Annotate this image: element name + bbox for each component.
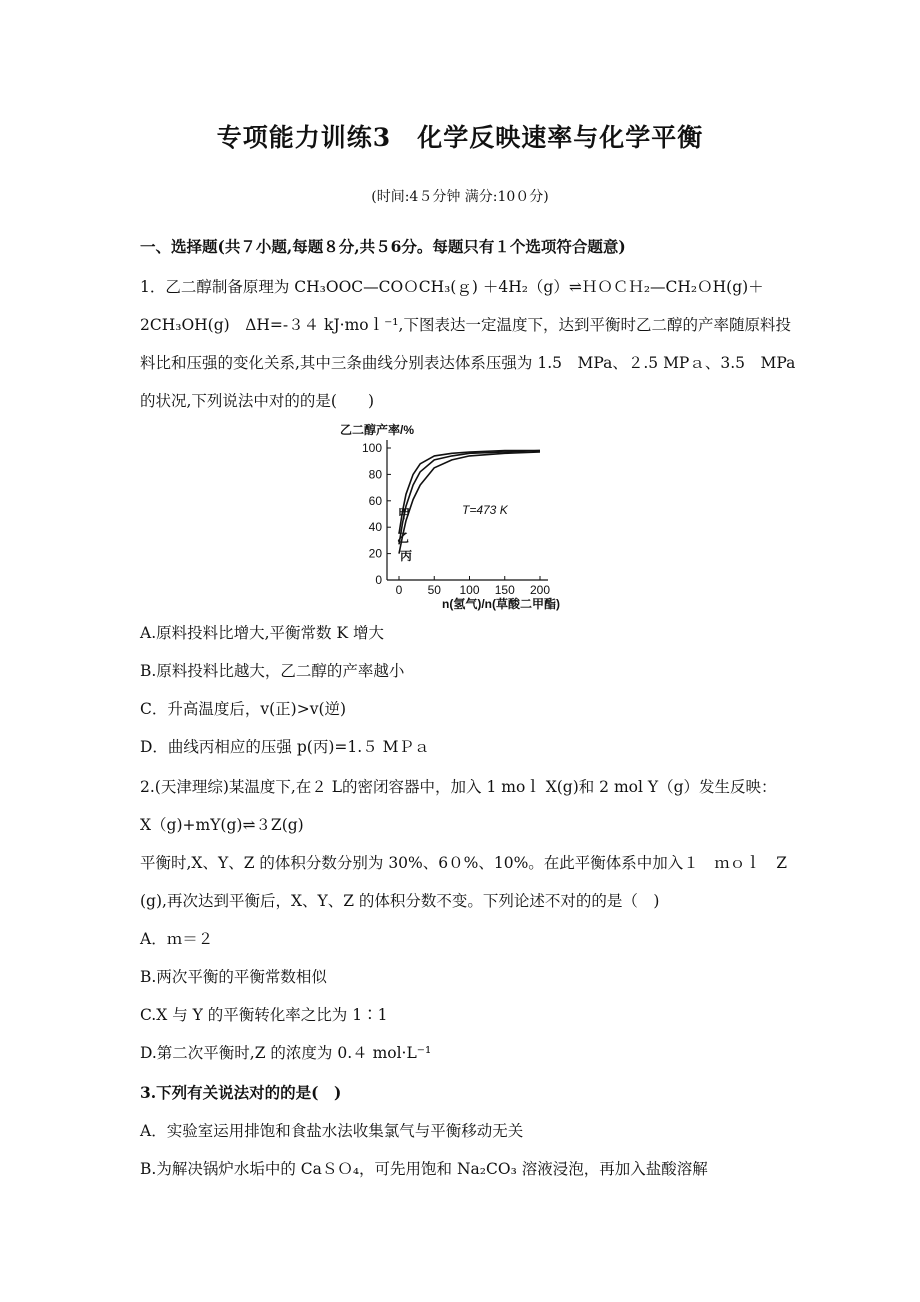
series-label-yi: 乙: [397, 531, 410, 545]
x-tick-label: 200: [529, 583, 551, 597]
q1-line2: 2CH₃OH(g) ΔH=-３４ kJ·moｌ⁻¹,下图表达一定温度下，达到平衡时乙二醇的产率随原料投: [140, 316, 791, 334]
q1-option-d: D．曲线丙相应的压强 p(丙)=1.５ MＰａ: [140, 738, 430, 756]
q2-line3: 平衡时,X、Y、Z 的体积分数分别为 30%、6０%、10%。在此平衡体系中加入１ ｍｏｌ Z: [140, 854, 788, 872]
y-tick-label: 40: [368, 520, 382, 535]
y-tick-label: 20: [368, 546, 382, 561]
chart-annotation: T=473 K: [462, 503, 508, 517]
q2-option-a: A．ｍ＝２: [140, 930, 214, 948]
x-tick-label: 100: [459, 583, 480, 597]
yield-chart: [330, 418, 580, 618]
q2-line2: X（g)+mY(g)⇌３Z(g): [140, 816, 304, 834]
series-label-jia: 甲: [398, 507, 411, 521]
series-line-0: [399, 451, 540, 534]
y-tick-label: 80: [368, 467, 382, 482]
series-label-bing: 丙: [400, 549, 413, 563]
x-tick-label: 150: [494, 583, 515, 597]
q2-line1: 2.(天津理综)某温度下,在２ L的密闭容器中，加入 1 moｌ X(g)和 2 mol Y（g）发生反映：: [140, 778, 777, 796]
q3-option-b: B.为解决锅炉水垢中的 CaＳＯ₄，可先用饱和 Na₂CO₃ 溶液浸泡，再加入盐酸溶解: [140, 1160, 708, 1178]
q1-option-a: A.原料投料比增大,平衡常数 K 增大: [140, 624, 384, 642]
x-tick-label: 50: [427, 583, 441, 597]
chart-ylabel: 乙二醇产率/%: [340, 423, 415, 437]
page-title: 专项能力训练3 化学反映速率与化学平衡: [216, 123, 704, 152]
page-subtitle: (时间:4５分钟 满分:10０分): [371, 189, 549, 205]
q2-line4: (g),再次达到平衡后，X、Y、Z 的体积分数不变。下列论述不对的的是（ ): [140, 892, 660, 910]
q3-line1: 3.下列有关说法对的的是( ): [140, 1083, 342, 1102]
q2-option-c: C.X 与 Y 的平衡转化率之比为 1∶1: [140, 1006, 388, 1024]
q1-option-c: C．升高温度后，v(正)>v(逆): [140, 700, 347, 718]
q1-line1: 1．乙二醇制备原理为 CH₃OOC—COＯCH₃(ｇ) ＋4H₂（g）⇌ＨＯＣＨ₂—CH₂ＯH(g)＋: [140, 278, 764, 296]
chart-xlabel: n(氢气)/n(草酸二甲酯): [442, 597, 560, 611]
q2-option-b: B.两次平衡的平衡常数相似: [140, 968, 327, 986]
y-tick-label: 0: [375, 573, 382, 587]
q1-line3: 料比和压强的变化关系,其中三条曲线分别表达体系压强为 1.5 MPa、２.5 MPａ、3.5 MPa: [140, 354, 796, 372]
x-tick-label: 0: [395, 583, 403, 597]
q1-option-b: B.原料投料比越大，乙二醇的产率越小: [140, 662, 405, 680]
section-heading: 一、选择题(共７小题,每题８分,共５6分。每题只有１个选项符合题意): [140, 237, 626, 256]
y-tick-label: 100: [361, 441, 382, 455]
y-tick-label: 60: [368, 493, 382, 508]
q3-option-a: A．实验室运用排饱和食盐水法收集氯气与平衡移动无关: [140, 1122, 524, 1140]
q2-option-d: D.第二次平衡时,Z 的浓度为 0.４ mol·L⁻¹: [140, 1044, 432, 1062]
q1-line4: 的状况,下列说法中对的的是( ): [140, 392, 375, 410]
